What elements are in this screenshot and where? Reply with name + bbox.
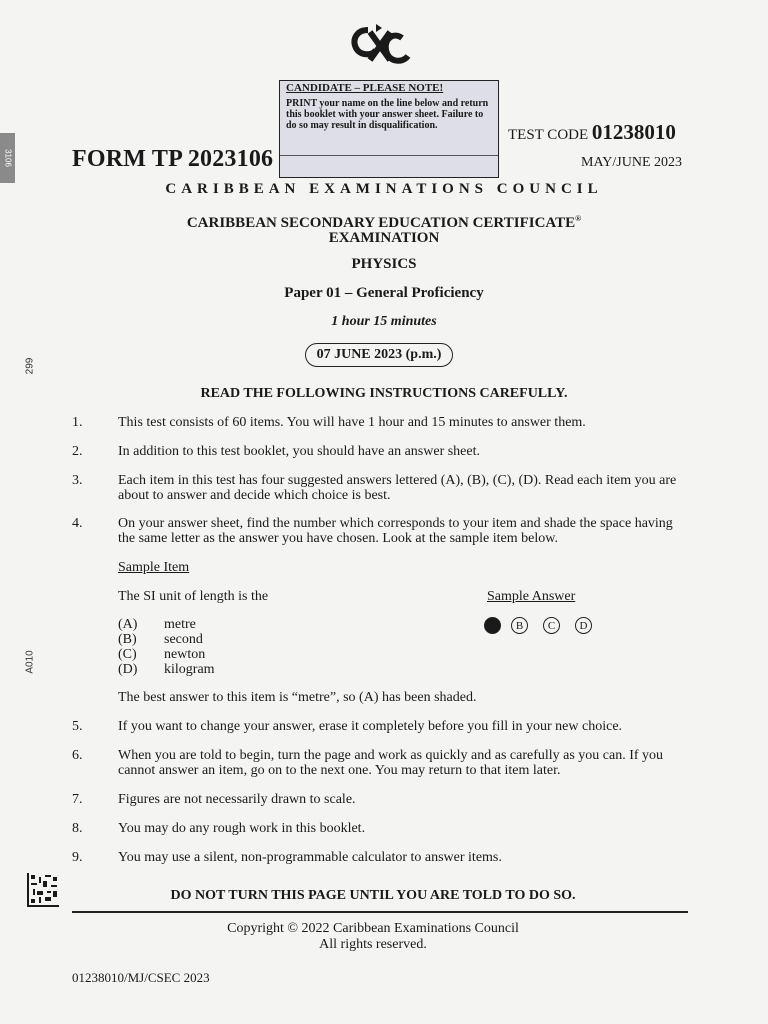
answer-bubble-d: D	[575, 617, 592, 634]
exam-duration: 1 hour 15 minutes	[331, 314, 437, 329]
option-text: metre	[164, 617, 196, 632]
side-code-text: A010	[24, 650, 36, 674]
certificate-title	[0, 211, 768, 246]
side-tab	[0, 133, 15, 183]
instruction-text: Figures are not necessarily drawn to scale.	[118, 792, 356, 807]
copyright	[0, 921, 746, 953]
form-number: FORM TP 2023106	[72, 146, 274, 172]
option-text: kilogram	[164, 662, 215, 677]
exam-session: MAY/JUNE 2023	[581, 155, 682, 170]
answer-bubble-b: B	[511, 617, 528, 634]
cxc-logo	[346, 22, 412, 68]
examination-label: EXAMINATION	[328, 230, 440, 246]
test-code	[508, 120, 676, 145]
instruction-text: You may do any rough work in this booklet.	[118, 821, 366, 836]
instruction-text: When you are told to begin, turn the page and work as quickly and as carefully as you can. If you cannot answer an item, go on to the next one. You may return to that item later.	[118, 748, 664, 778]
instruction-text: This test consists of 60 items. You will have 1 hour and 15 minutes to answer them.	[118, 415, 586, 430]
sample-explanation: The best answer to this item is “metre”, so (A) has been shaded.	[118, 690, 477, 705]
side-number-text: 299	[24, 357, 36, 375]
registered-mark: ®	[575, 214, 582, 223]
certificate-name: CARIBBEAN SECONDARY EDUCATION CERTIFICATE	[186, 215, 576, 231]
instruction-text: If you want to change your answer, erase it completely before you fill in your new choice.	[118, 719, 623, 734]
instruction-number: 9.	[72, 850, 83, 865]
instruction-text: In addition to this test booklet, you should have an answer sheet.	[118, 444, 480, 459]
instruction-number: 2.	[72, 444, 83, 459]
test-code-value: 01238010	[591, 120, 676, 144]
option-text: newton	[164, 647, 206, 662]
notice-body: PRINT your name on the line below and return this booklet with your answer sheet. Failure to do so may result in disqualification.	[286, 98, 489, 131]
sample-item-heading: Sample Item	[118, 560, 190, 575]
instruction-number: 7.	[72, 792, 83, 807]
sample-answer-heading: Sample Answer	[487, 589, 576, 604]
sample-question: The SI unit of length is the	[118, 589, 269, 604]
option-letter: (A)	[118, 617, 138, 632]
rights-line: All rights reserved.	[319, 937, 427, 952]
option-letter: (B)	[118, 632, 137, 647]
instruction-text: You may use a silent, non-programmable calculator to answer items.	[118, 850, 502, 865]
instruction-number: 3.	[72, 473, 83, 488]
subject-title: PHYSICS	[351, 256, 417, 272]
answer-bubble-a	[484, 617, 501, 634]
footer-divider	[72, 911, 688, 913]
exam-date: 07 JUNE 2023 (p.m.)	[305, 343, 453, 367]
answer-bubble-c: C	[543, 617, 560, 634]
instruction-number: 8.	[72, 821, 83, 836]
instructions-title: READ THE FOLLOWING INSTRUCTIONS CAREFULLY.	[200, 386, 568, 401]
option-letter: (C)	[118, 647, 137, 662]
council-name: CARIBBEAN EXAMINATIONS COUNCIL	[165, 181, 603, 197]
footer-code: 01238010/MJ/CSEC 2023	[72, 970, 210, 985]
instruction-number: 6.	[72, 748, 83, 763]
instruction-text: Each item in this test has four suggested answers lettered (A), (B), (C), (D). Read each item you are about to answer and decide which choice is best.	[118, 473, 677, 503]
notice-title: CANDIDATE – PLEASE NOTE!	[286, 82, 444, 94]
instruction-number: 5.	[72, 719, 83, 734]
test-code-label: TEST CODE	[508, 127, 589, 143]
option-text: second	[164, 632, 203, 647]
instruction-number: 1.	[72, 415, 83, 430]
candidate-name-line[interactable]	[280, 155, 498, 156]
copyright-line: Copyright © 2022 Caribbean Examinations Council	[227, 921, 519, 936]
instruction-number: 4.	[72, 516, 83, 531]
side-tab-label: 3106	[3, 149, 13, 167]
paper-title: Paper 01 – General Proficiency	[284, 285, 484, 301]
option-letter: (D)	[118, 662, 138, 677]
instruction-text: On your answer sheet, find the number which corresponds to your item and shade the space having the same letter as the answer you have chosen. Look at the sample item below.	[118, 516, 673, 546]
candidate-notice-box	[279, 80, 499, 178]
do-not-turn-warning: DO NOT TURN THIS PAGE UNTIL YOU ARE TOLD TO DO SO.	[170, 888, 576, 903]
